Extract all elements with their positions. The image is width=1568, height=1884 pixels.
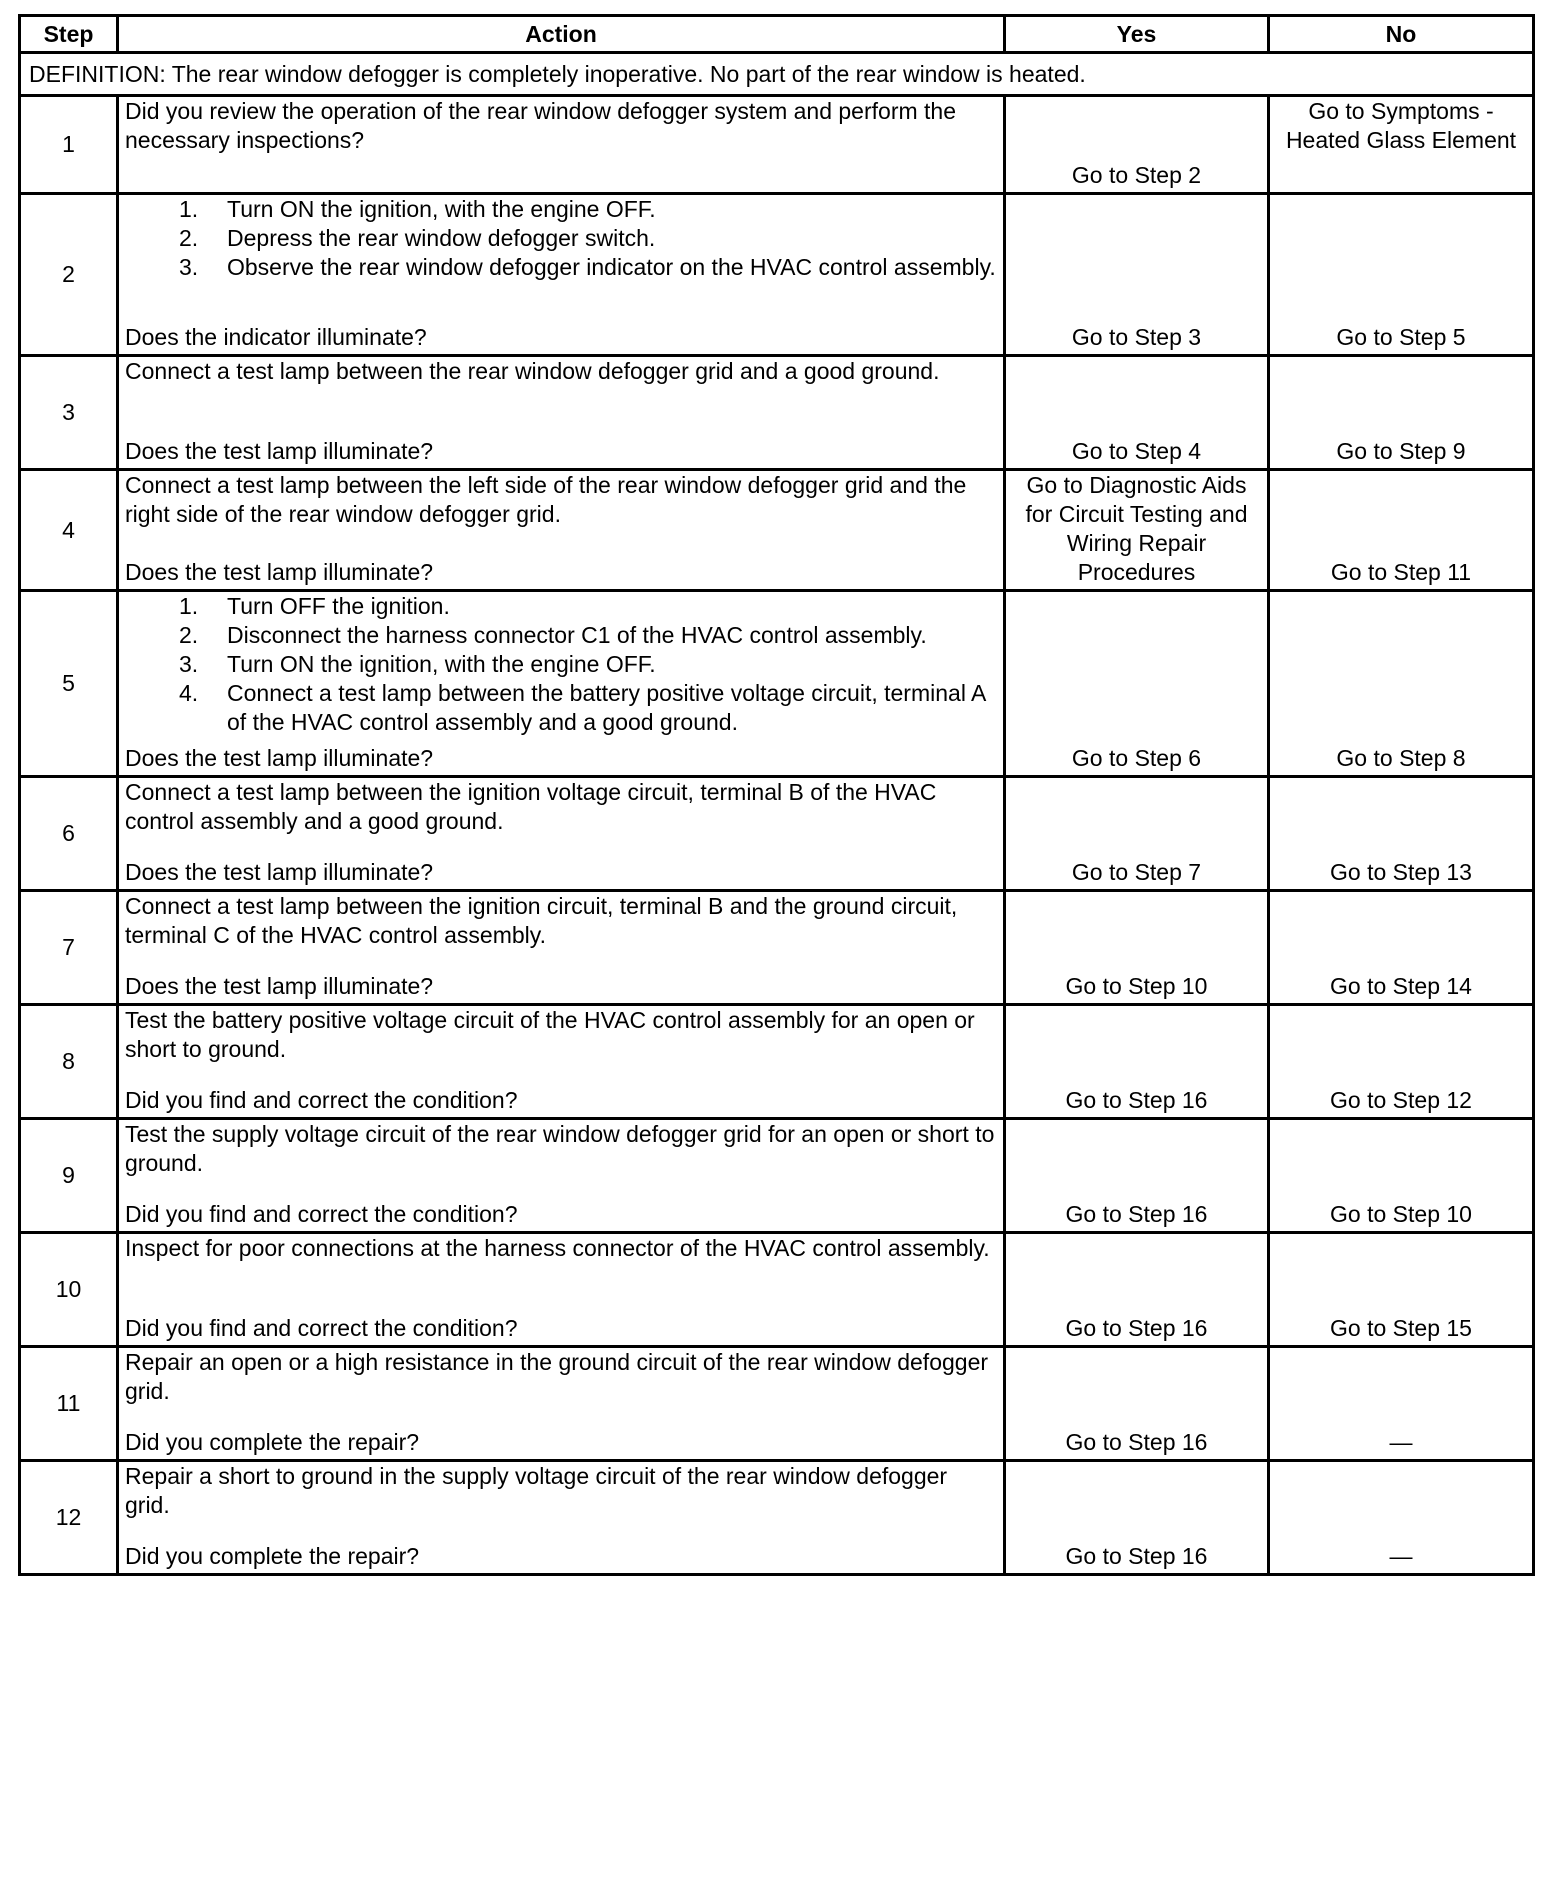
substep-text: Disconnect the harness connector C1 of the HVAC control assembly.: [227, 622, 927, 648]
table-row: [20, 96, 1534, 194]
step-number: 8: [20, 1005, 118, 1119]
no-result: Go to Step 9: [1269, 356, 1534, 470]
substep-item: [129, 224, 997, 253]
no-result: Go to Step 14: [1269, 891, 1534, 1005]
action-content: [125, 1348, 997, 1459]
instruction-text: Did you review the operation of the rear window defogger system and perform the necessary inspections?: [125, 98, 956, 153]
table-row: [20, 356, 1534, 470]
header-yes: Yes: [1005, 16, 1269, 53]
substep-item: [129, 679, 997, 737]
header-step: Step: [20, 16, 118, 53]
step-number: 11: [20, 1347, 118, 1461]
substep-number: 1.: [179, 196, 199, 222]
step-number: 10: [20, 1233, 118, 1347]
substep-item: [129, 621, 997, 650]
instruction-text: Connect a test lamp between the ignition circuit, terminal B and the ground circuit, terminal C of the HVAC control assembly.: [125, 893, 958, 948]
instruction-text: Test the supply voltage circuit of the rear window defogger grid for an open or short to ground.: [125, 1121, 995, 1176]
definition-text: DEFINITION: The rear window defogger is completely inoperative. No part of the rear window is heated.: [20, 53, 1534, 96]
step-number: 2: [20, 194, 118, 356]
table-row: [20, 1119, 1534, 1233]
instruction-text: Connect a test lamp between the ignition voltage circuit, terminal B of the HVAC control assembly and a good ground.: [125, 779, 937, 834]
table-body: [20, 53, 1534, 1575]
action-cell: [118, 891, 1005, 1005]
action-cell: [118, 1119, 1005, 1233]
action-cell: [118, 96, 1005, 194]
diagnostic-table: [18, 14, 1535, 1576]
substep-item: [129, 195, 997, 224]
action-cell: [118, 777, 1005, 891]
substep-text: Turn ON the ignition, with the engine OFF.: [227, 651, 656, 677]
question-text: Does the test lamp illuminate?: [125, 973, 434, 999]
action-content: [125, 97, 997, 192]
action-content: [125, 1234, 997, 1345]
yes-result: Go to Step 10: [1005, 891, 1269, 1005]
question-text: Does the test lamp illuminate?: [125, 559, 434, 585]
yes-result: Go to Step 16: [1005, 1461, 1269, 1575]
substep-text: Connect a test lamp between the battery positive voltage circuit, terminal A of the HVAC control assembly and a good ground.: [227, 680, 986, 735]
step-number: 5: [20, 591, 118, 777]
step-number: 1: [20, 96, 118, 194]
no-result: —: [1269, 1461, 1534, 1575]
instruction-text: Repair a short to ground in the supply voltage circuit of the rear window defogger grid.: [125, 1463, 948, 1518]
definition-row: [20, 53, 1534, 96]
table-row: [20, 1461, 1534, 1575]
table-row: [20, 777, 1534, 891]
question-text: Does the test lamp illuminate?: [125, 859, 434, 885]
action-cell: [118, 1347, 1005, 1461]
substep-item: [129, 253, 997, 282]
instruction-text: Test the battery positive voltage circuit of the HVAC control assembly for an open or short to ground.: [125, 1007, 975, 1062]
yes-result: Go to Step 2: [1005, 96, 1269, 194]
no-result: Go to Step 5: [1269, 194, 1534, 356]
substep-number: 3.: [179, 254, 199, 280]
substep-item: [129, 592, 997, 621]
no-result: Go to Step 15: [1269, 1233, 1534, 1347]
header-no: No: [1269, 16, 1534, 53]
action-content: [125, 892, 997, 1003]
yes-result: Go to Step 16: [1005, 1119, 1269, 1233]
question-text: Did you find and correct the condition?: [125, 1087, 518, 1113]
yes-result: Go to Step 6: [1005, 591, 1269, 777]
no-result: Go to Step 8: [1269, 591, 1534, 777]
yes-result: Go to Step 4: [1005, 356, 1269, 470]
action-cell: [118, 1005, 1005, 1119]
substep-number: 4.: [179, 680, 199, 706]
step-number: 6: [20, 777, 118, 891]
yes-result: Go to Step 16: [1005, 1233, 1269, 1347]
question-text: Does the indicator illuminate?: [125, 324, 427, 350]
action-content: [125, 1006, 997, 1117]
substep-number: 2.: [179, 622, 199, 648]
action-content: [125, 357, 997, 468]
question-text: Did you find and correct the condition?: [125, 1315, 518, 1341]
no-result: Go to Step 11: [1269, 470, 1534, 591]
instruction-text: Inspect for poor connections at the harness connector of the HVAC control assembly.: [125, 1235, 990, 1261]
table-row: [20, 1347, 1534, 1461]
step-number: 12: [20, 1461, 118, 1575]
no-result: Go to Symptoms - Heated Glass Element: [1269, 96, 1534, 194]
action-content: [125, 592, 997, 775]
step-number: 7: [20, 891, 118, 1005]
action-cell: [118, 356, 1005, 470]
action-cell: [118, 1233, 1005, 1347]
table-row: [20, 194, 1534, 356]
yes-result: Go to Step 16: [1005, 1347, 1269, 1461]
table-row: [20, 591, 1534, 777]
question-text: Does the test lamp illuminate?: [125, 438, 434, 464]
question-text: Did you find and correct the condition?: [125, 1201, 518, 1227]
table-row: [20, 470, 1534, 591]
instruction-text: Connect a test lamp between the rear window defogger grid and a good ground.: [125, 358, 940, 384]
header-action: Action: [118, 16, 1005, 53]
no-result: Go to Step 13: [1269, 777, 1534, 891]
substep-number: 2.: [179, 225, 199, 251]
step-number: 9: [20, 1119, 118, 1233]
substep-item: [129, 650, 997, 679]
substep-text: Depress the rear window defogger switch.: [227, 225, 656, 251]
action-cell: [118, 470, 1005, 591]
yes-result: Go to Step 3: [1005, 194, 1269, 356]
substep-text: Turn ON the ignition, with the engine OFF.: [227, 196, 656, 222]
table-row: [20, 891, 1534, 1005]
substep-text: Turn OFF the ignition.: [227, 593, 450, 619]
action-content: [125, 1120, 997, 1231]
question-text: Did you complete the repair?: [125, 1543, 420, 1569]
action-cell: [118, 591, 1005, 777]
no-result: —: [1269, 1347, 1534, 1461]
action-content: [125, 195, 997, 354]
action-cell: [118, 1461, 1005, 1575]
yes-result: Go to Step 16: [1005, 1005, 1269, 1119]
substep-number: 1.: [179, 593, 199, 619]
no-result: Go to Step 12: [1269, 1005, 1534, 1119]
action-content: [125, 471, 997, 589]
substep-number: 3.: [179, 651, 199, 677]
instruction-text: Repair an open or a high resistance in the ground circuit of the rear window defogger grid.: [125, 1349, 989, 1404]
instruction-text: Connect a test lamp between the left side of the rear window defogger grid and the right side of the rear window defogger grid.: [125, 472, 967, 527]
table-row: [20, 1233, 1534, 1347]
no-result: Go to Step 10: [1269, 1119, 1534, 1233]
step-number: 4: [20, 470, 118, 591]
header-row: [20, 16, 1534, 53]
question-text: Does the test lamp illuminate?: [125, 745, 434, 771]
table-row: [20, 1005, 1534, 1119]
substep-list: [125, 592, 997, 737]
step-number: 3: [20, 356, 118, 470]
action-cell: [118, 194, 1005, 356]
yes-result: Go to Step 7: [1005, 777, 1269, 891]
substep-text: Observe the rear window defogger indicator on the HVAC control assembly.: [227, 254, 996, 280]
substep-list: [125, 195, 997, 282]
yes-result: Go to Diagnostic Aids for Circuit Testing and Wiring Repair Procedures: [1005, 470, 1269, 591]
action-content: [125, 1462, 997, 1573]
question-text: Did you complete the repair?: [125, 1429, 420, 1455]
action-content: [125, 778, 997, 889]
